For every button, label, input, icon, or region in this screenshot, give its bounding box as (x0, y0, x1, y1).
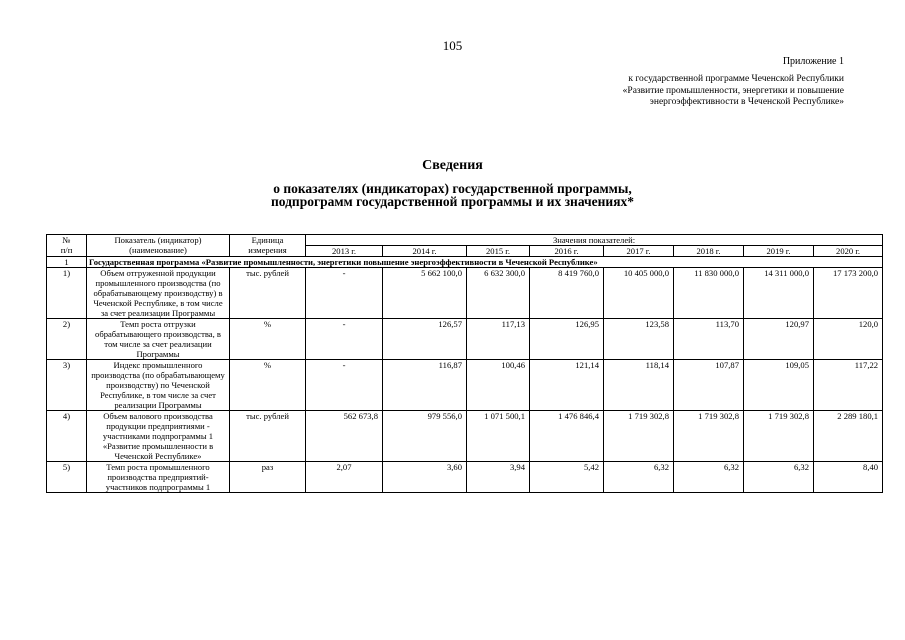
appendix-subtitle (623, 74, 844, 109)
document-subtitle-line: подпрограмм государственной программы и их значениях* (270, 194, 635, 209)
header-unit-line: Единица (251, 235, 284, 245)
row-value: 118,14 (604, 360, 674, 411)
row-value: 126,57 (383, 319, 467, 360)
row-num: 4) (47, 411, 87, 462)
header-year: 2020 г. (814, 246, 883, 257)
header-year: 2017 г. (604, 246, 674, 257)
row-value: 126,95 (530, 319, 604, 360)
row-value: 562 673,8 (306, 411, 383, 462)
row-value: 120,97 (744, 319, 814, 360)
row-value: 3,60 (383, 462, 467, 493)
header-num-line: № (62, 235, 71, 245)
header-indicator (87, 235, 230, 257)
row-indicator: Индекс промышленного производства (по обрабатывающему производству) по Чеченской Республике, в том числе за счет реализации Программы (87, 360, 230, 411)
row-value: 116,87 (383, 360, 467, 411)
section-title: Государственная программа «Развитие промышленности, энергетики повышение энергоэффективности в Чеченской Республике» (87, 257, 883, 268)
row-value: 6,32 (674, 462, 744, 493)
appendix-line: к государственной программе Чеченской Республики (628, 74, 844, 84)
header-year: 2014 г. (383, 246, 467, 257)
header-year: 2013 г. (306, 246, 383, 257)
row-indicator: Объем отгруженной продукции промышленного производства (по обрабатывающему производству) в Чеченской Республике, в том числе за счет реализации Программы (87, 268, 230, 319)
row-value: - (306, 319, 383, 360)
table-row (47, 319, 883, 360)
row-value: 17 173 200,0 (814, 268, 883, 319)
header-unit (230, 235, 306, 257)
row-num: 2) (47, 319, 87, 360)
header-num (47, 235, 87, 257)
row-value: 117,22 (814, 360, 883, 411)
row-num: 3) (47, 360, 87, 411)
row-value: 5,42 (530, 462, 604, 493)
header-indicator-line: (наименование) (129, 245, 187, 255)
table-row (47, 411, 883, 462)
row-unit: тыс. рублей (230, 268, 306, 319)
row-value: 117,13 (467, 319, 530, 360)
header-num-line: п/п (60, 245, 73, 255)
header-year: 2016 г. (530, 246, 604, 257)
row-value: 1 476 846,4 (530, 411, 604, 462)
row-value: 121,14 (530, 360, 604, 411)
appendix-title: Приложение 1 (782, 56, 844, 67)
row-unit: тыс. рублей (230, 411, 306, 462)
indicators-table (46, 234, 883, 493)
row-value: 120,0 (814, 319, 883, 360)
table-row (47, 268, 883, 319)
row-value: 1 719 302,8 (604, 411, 674, 462)
row-value: 1 071 500,1 (467, 411, 530, 462)
row-unit: % (230, 319, 306, 360)
appendix-line: «Развитие промышленности, энергетики и повышение (622, 85, 844, 96)
document-title: Сведения (422, 158, 483, 173)
header-year: 2018 г. (674, 246, 744, 257)
header-year: 2019 г. (744, 246, 814, 257)
row-value: 14 311 000,0 (744, 268, 814, 319)
row-num: 1) (47, 268, 87, 319)
document-subtitle-line: о показателях (индикаторах) государственной программы, (273, 181, 632, 196)
row-value: 107,87 (674, 360, 744, 411)
row-value: 3,94 (467, 462, 530, 493)
header-indicator-line: Показатель (индикатор) (114, 235, 202, 245)
page-number: 105 (442, 38, 463, 53)
document-heading (0, 158, 905, 208)
table-header-row (47, 235, 883, 246)
row-value: 8 419 760,0 (530, 268, 604, 319)
appendix-line: энергоэффективности в Чеченской Республике» (649, 97, 844, 107)
row-value: 979 556,0 (383, 411, 467, 462)
table-row (47, 360, 883, 411)
row-indicator: Темп роста отгрузки обрабатывающего производства, в том числе за счет реализации Программы (87, 319, 230, 360)
row-value: 6 632 300,0 (467, 268, 530, 319)
row-indicator: Объем валового производства продукции предприятиями - участниками подпрограммы 1 «Развитие промышленности в Чеченской Республике» (87, 411, 230, 462)
row-value: 109,05 (744, 360, 814, 411)
row-value: 6,32 (744, 462, 814, 493)
row-unit: раз (230, 462, 306, 493)
row-value: 100,46 (467, 360, 530, 411)
header-unit-line: измерения (248, 245, 287, 255)
row-value: 10 405 000,0 (604, 268, 674, 319)
row-value: 11 830 000,0 (674, 268, 744, 319)
row-value: 1 719 302,8 (674, 411, 744, 462)
section-row (47, 257, 883, 268)
row-value: - (306, 268, 383, 319)
row-value: 5 662 100,0 (383, 268, 467, 319)
row-value: 1 719 302,8 (744, 411, 814, 462)
row-indicator: Темп роста промышленного производства предприятий-участников подпрограммы 1 (87, 462, 230, 493)
row-value: 8,40 (814, 462, 883, 493)
row-value: - (306, 360, 383, 411)
row-value: 123,58 (604, 319, 674, 360)
row-value: 2,07 (306, 462, 383, 493)
row-num: 5) (47, 462, 87, 493)
row-unit: % (230, 360, 306, 411)
section-num: 1 (47, 257, 87, 268)
header-values: Значения показателей: (306, 235, 883, 246)
header-year: 2015 г. (467, 246, 530, 257)
table-row (47, 462, 883, 493)
row-value: 113,70 (674, 319, 744, 360)
row-value: 2 289 180,1 (814, 411, 883, 462)
row-value: 6,32 (604, 462, 674, 493)
